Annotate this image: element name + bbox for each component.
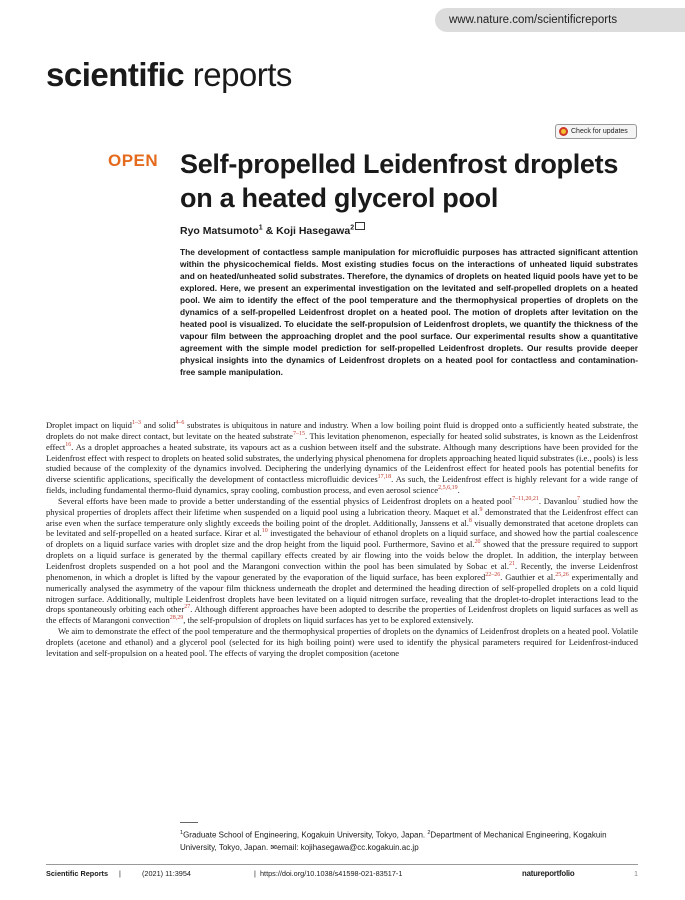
author-list	[180, 222, 365, 237]
citation-ref[interactable]: 28,29	[169, 615, 184, 622]
footer-separator: |	[119, 869, 121, 878]
citation-ref[interactable]: 10	[261, 528, 268, 535]
footer-issue: (2021) 11:3954	[142, 869, 191, 878]
crossmark-icon	[559, 127, 568, 136]
journal-url[interactable]: www.nature.com/scientificreports	[435, 8, 685, 32]
footer-divider	[46, 864, 638, 865]
article-body	[46, 420, 638, 659]
body-paragraph: Several efforts have been made to provide a better understanding of the essential physics of Leidenfrost droplets on a heated pool$^{7-11,20,21}$. Davanlou$^7$ studied how the physical properties of droplets affect their lifetime when suspended on a liquid pool using a lubrication theory. Maquet et al.$^9$ demonstrated that the Leidenfrost effect can arise even when the surface temperature only slightly exceeds the boiling point of the droplet. Additionally, Janssens et al.$^8$ visually demonstrated that acetone droplets can be levitated and self-propelled on a heated surface. Kirar et al.$^{10}$ investigated the behaviour of ethanol droplets on a liquid surface, and showed how the partial coalescence of droplets on a liquid surface varies with droplet size and the drop height from the liquid pool. Furthermore, Savino et al.$^{20}$ showed that the pressure required to support droplets on a liquid surface is generated by the thermal capillary effects created by air flowing into the voids below the droplet. In addition, the interplay between Leidenfrost droplets suspended on a hot pool and the Marangoni convection within the pool has been simulated by Sobac et al.$^{21}$. Recently, the inverse Leidenfrost phenomenon, in which a droplet is lifted by the vapour generated by the evaporation of the liquid surface, has been explored$^{22-26}$. Gauthier et al.$^{25,26}$ experimentally and numerically analysed the asymmetry of the vapour film thickness underneath the droplet and determined the heading direction of self-propelled droplets on a cold liquid nitrogen surface. Additionally, multiple Leidenfrost droplets have been levitated on a liquid nitrogen surface, revealing that the droplet-to-droplet interactions lead to the drops spontaneously orbiting each other$^{27}$. Although different approaches have been adopted to describe the properties of Leidenfrost droplets on liquid surfaces as well as the effects of Marangoni convection$^{28,29}$, the self-propulsion of droplets on liquid surfaces has yet to be explored extensively.	[46, 495, 639, 626]
citation-ref[interactable]: 9	[479, 506, 483, 513]
citation-ref[interactable]: 25,26	[555, 571, 569, 578]
email-envelope-icon[interactable]	[355, 222, 365, 230]
footer-journal: Scientific Reports	[46, 869, 109, 878]
brand-light: reports	[184, 56, 292, 93]
author-name[interactable]: Ryo Matsumoto	[180, 225, 259, 237]
footer-separator: |	[254, 869, 256, 878]
publisher-logo: natureportfolio	[522, 869, 575, 878]
author-name[interactable]: Koji Hasegawa	[276, 225, 351, 237]
citation-ref[interactable]: 20	[474, 539, 481, 546]
body-paragraph: Droplet impact on liquid$^{1-3}$ and solid$^{4-6}$ substrates is ubiquitous in nature and industry. When a low boiling point fluid is dropped onto a sufficiently heated substrate, the droplets do not make direct contact, but levitate on the heated substrate$^{7-15}$. This levitation phenomenon, especially for heated solid substrates, is known as the Leidenfrost effect$^{16}$. As a droplet approaches a heated substrate, its vapours act as a cushion between itself and the substrate. Although many descriptions have been provided for the Leidenfrost effect with respect to droplets on heated solid substrates, the underlying physical phenomena for droplets approaching heated liquid substrates (i.e., pools) is less studied because of the complexity of the dynamics involved. Deciphering the underlying dynamics of the Leidenfrost effect for heated pools has potential benefits for diverse scientific applications, specifically the development of contactless microfluidic devices$^{17,18}$. As such, the Leidenfrost effect is highly relevant for a wide range of fields, including fundamental thermo-fluid dynamics, spray cooling, combustion process, and even aerosol science$^{2,5,6,19}$.	[46, 420, 639, 496]
citation-ref[interactable]: 8	[468, 517, 472, 524]
check-for-updates-button[interactable]	[555, 124, 637, 139]
footnote-divider	[180, 822, 198, 823]
check-for-updates-label: Check for updates	[571, 128, 628, 135]
page-footer	[46, 869, 638, 883]
abstract: The development of contactless sample manipulation for microfluidic purposes has attracted significant attention within the physicochemical fields. Most existing studies focus on the interactions of unheated liquid substrates and on heated/unheated solid substrates. Therefore, the dynamics of droplets on heated liquid pools have yet to be explored. Here, we present an experimental investigation on the levitated and self-propelled droplets on a heated pool. We aim to identify the effect of the pool temperature and the thermophysical properties of droplets on the dynamics of a self-propelled Leidenfrost droplet on a heated pool. The motion of droplets after levitation on the heated pool is visualized. To elucidate the self-propulsion of Leidenfrost droplets, we quantify the thickness of the vapour film between the approaching droplet and the pool surface. Our experimental results show a quantitative agreement with the simple model prediction for self-propelled Leidenfrost droplets. Our results provide deeper physical insights into the dynamics of Leidenfrost droplets on a heated pool for contactless and contamination-free sample manipulation.	[180, 247, 638, 378]
journal-logo	[46, 56, 292, 94]
article-title: Self-propelled Leidenfrost droplets on a heated glycerol pool	[180, 149, 619, 213]
citation-ref[interactable]: 21	[508, 561, 515, 568]
citation-ref[interactable]: 4–6	[175, 420, 185, 427]
citation-ref[interactable]: 7–11,20,21	[512, 496, 539, 503]
affiliation-marker: 1	[258, 224, 263, 232]
citation-ref[interactable]: 22–26	[485, 571, 501, 578]
affiliations: $^1$Graduate School of Engineering, Kogakuin University, Tokyo, Japan. $^2$Department of Mechanical Engineering, Kogakuin University, Tokyo, Japan. ✉email: kojihasegawa@cc.kogakuin.ac.jp	[180, 830, 607, 852]
citation-ref[interactable]: 1–3	[131, 420, 141, 427]
citation-ref[interactable]: 17,18	[377, 474, 392, 481]
citation-ref[interactable]: 7–15	[292, 431, 305, 437]
author-joiner: &	[262, 225, 277, 237]
affiliation-marker: 2	[350, 224, 355, 232]
citation-ref[interactable]: 7	[576, 496, 580, 503]
footer-doi-link[interactable]: https://doi.org/10.1038/s41598-021-83517-1	[260, 869, 403, 878]
page-number: 1	[634, 869, 639, 878]
citation-ref[interactable]: 27	[184, 604, 191, 611]
citation-ref[interactable]: 16	[65, 441, 72, 448]
brand-bold: scientific	[46, 56, 185, 93]
citation-ref[interactable]: 2,5,6,19	[438, 485, 458, 492]
email-icon: ✉	[270, 842, 278, 852]
open-access-label: OPEN	[108, 151, 159, 170]
body-paragraph: We aim to demonstrate the effect of the pool temperature and the thermophysical properties of droplets on the dynamics of Leidenfrost droplets on a heated pool. Volatile droplets (acetone and ethanol) and a glycerol pool (selected for its high boiling point) were used to identify the physical parameters required for Leidenfrost-induced levitation and self-propulsion on a heated pool. The effects of varying the droplet composition (acetone	[46, 626, 638, 658]
author-email-link[interactable]: kojihasegawa@cc.kogakuin.ac.jp	[300, 842, 419, 852]
